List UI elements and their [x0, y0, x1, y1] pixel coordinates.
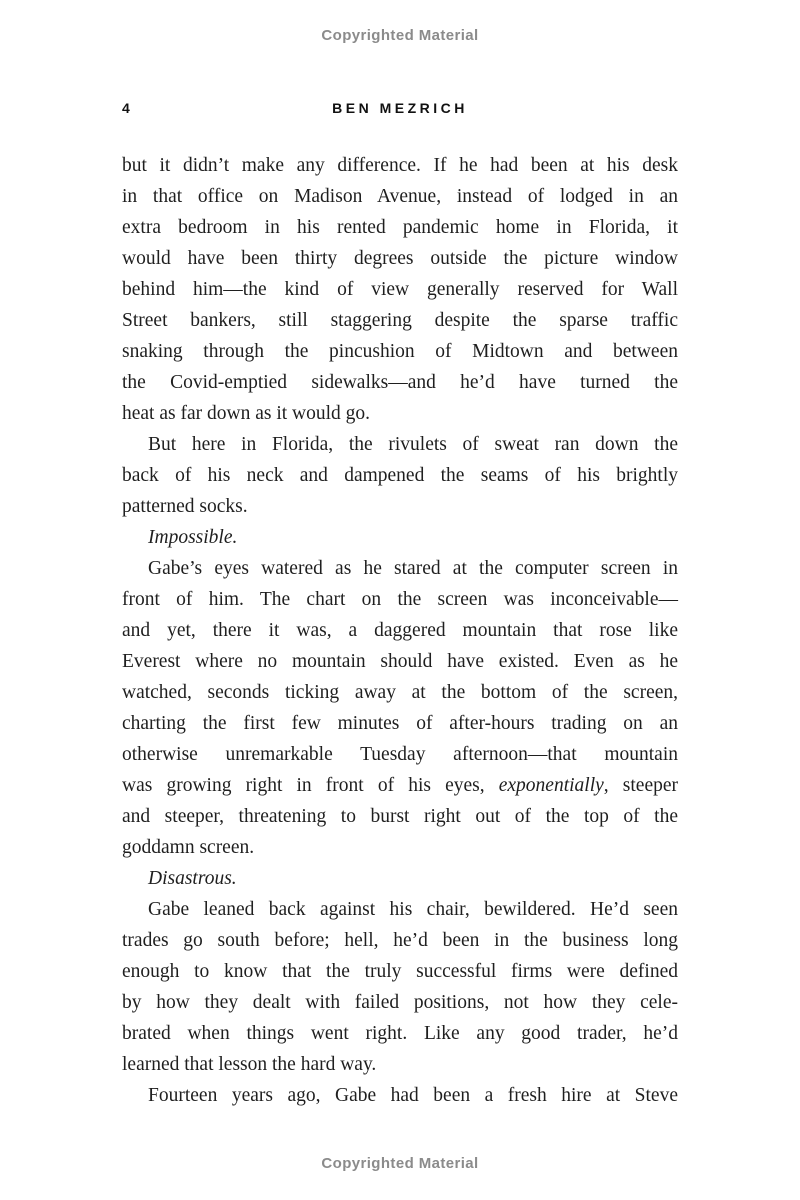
text-line: goddamn screen.: [122, 837, 255, 858]
text-line: heat as far down as it would go.: [122, 403, 371, 424]
text-line: trades go south before; hell, he’d been in the business long: [122, 930, 678, 951]
text-line: But here in Florida, the rivulets of sweat ran down the: [148, 434, 678, 455]
text-line: and yet, there it was, a daggered mountain that rose like: [122, 620, 678, 641]
text-line: but it didn’t make any difference. If he had been at his desk: [122, 155, 678, 176]
body-text: [122, 150, 678, 1111]
page-number: 4: [122, 100, 130, 116]
text-line: and steeper, threatening to burst right out of the top of the: [122, 806, 678, 827]
paragraph: [122, 522, 678, 553]
text-line: was growing right in front of his eyes, exponentially, steeper: [122, 775, 678, 796]
text-line: Street bankers, still staggering despite the sparse traffic: [122, 310, 678, 331]
text-line: brated when things went right. Like any good trader, he’d: [122, 1023, 678, 1044]
text-line: Gabe’s eyes watered as he stared at the computer screen in: [148, 558, 678, 579]
text-line: snaking through the pincushion of Midtown and between: [122, 341, 678, 362]
paragraph: [122, 1080, 678, 1111]
text-line: otherwise unremarkable Tuesday afternoon—that mountain: [122, 744, 678, 765]
text-line: watched, seconds ticking away at the bottom of the screen,: [122, 682, 678, 703]
paragraph: [122, 863, 678, 894]
text-line: by how they dealt with failed positions, not how they cele-: [122, 992, 678, 1013]
text-line: learned that lesson the hard way.: [122, 1054, 377, 1075]
text-line: enough to know that the truly successful firms were defined: [122, 961, 678, 982]
text-line: extra bedroom in his rented pandemic home in Florida, it: [122, 217, 678, 238]
text-line: behind him—the kind of view generally reserved for Wall: [122, 279, 678, 300]
text-line: Impossible.: [148, 527, 238, 548]
copyright-notice-bottom: Copyrighted Material: [321, 1155, 479, 1172]
paragraph: [122, 553, 678, 863]
text-line: patterned socks.: [122, 496, 248, 517]
text-line: back of his neck and dampened the seams of his brightly: [122, 465, 678, 486]
text-line: charting the first few minutes of after-hours trading on an: [122, 713, 678, 734]
text-line: Fourteen years ago, Gabe had been a fresh hire at Steve: [148, 1085, 678, 1106]
text-line: the Covid-emptied sidewalks—and he’d have turned the: [122, 372, 678, 393]
text-line: Everest where no mountain should have existed. Even as he: [122, 651, 678, 672]
text-line: Disastrous.: [148, 868, 237, 889]
paragraph: [122, 429, 678, 522]
text-line: front of him. The chart on the screen was inconceivable—: [122, 589, 678, 610]
text-line: would have been thirty degrees outside the picture window: [122, 248, 678, 269]
paragraph: [122, 150, 678, 429]
paragraph: [122, 894, 678, 1080]
text-line: Gabe leaned back against his chair, bewildered. He’d seen: [148, 899, 678, 920]
text-line: in that office on Madison Avenue, instead of lodged in an: [122, 186, 678, 207]
running-header: BEN MEZRICH: [332, 100, 468, 116]
copyright-notice-top: Copyrighted Material: [321, 27, 479, 44]
